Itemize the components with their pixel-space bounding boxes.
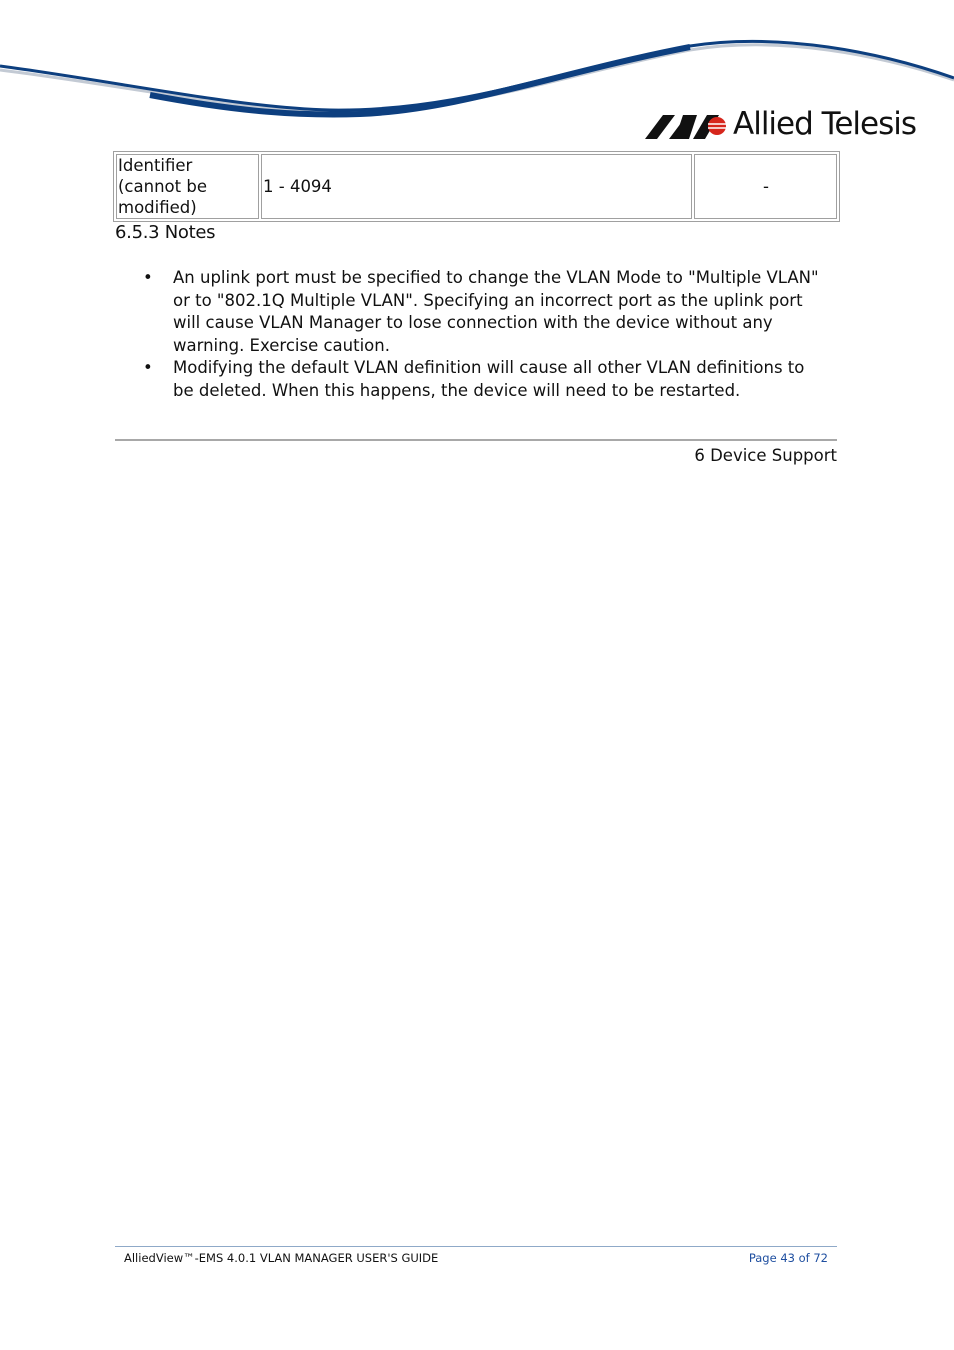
bullet-icon: • — [143, 268, 153, 287]
chapter-label: 6 Device Support — [694, 446, 837, 465]
table-row — [116, 154, 837, 219]
vlan-property-table — [113, 151, 840, 222]
table-cell-range: 1 - 4094 — [261, 154, 692, 219]
table-cell-default: - — [694, 154, 837, 219]
note-text: Modifying the default VLAN definition will cause all other VLAN definitions to be deleted. When this happens, the device will need to be restarted. — [173, 358, 805, 400]
list-item — [115, 357, 830, 402]
logo-wordmark: Allied Telesis — [733, 106, 916, 142]
allied-telesis-logo-icon — [645, 113, 729, 141]
footer-document-title: AlliedView™-EMS 4.0.1 VLAN MANAGER USER'S GUIDE — [124, 1251, 439, 1265]
notes-list — [115, 267, 830, 402]
table-cell-property: Identifier (cannot be modified) — [116, 154, 259, 219]
section-divider — [115, 439, 837, 441]
section-heading: 6.5.3 Notes — [115, 222, 216, 243]
note-text: An uplink port must be specified to change the VLAN Mode to "Multiple VLAN" or to "802.1Q Multiple VLAN". Specifying an incorrect port as the uplink port will cause VLAN Manager to lose connection with the device without any warning. Exercise caution. — [173, 268, 819, 355]
list-item — [115, 267, 830, 357]
bullet-icon: • — [143, 358, 153, 377]
footer-page-number: Page 43 of 72 — [748, 1251, 828, 1265]
footer-divider — [115, 1246, 837, 1247]
